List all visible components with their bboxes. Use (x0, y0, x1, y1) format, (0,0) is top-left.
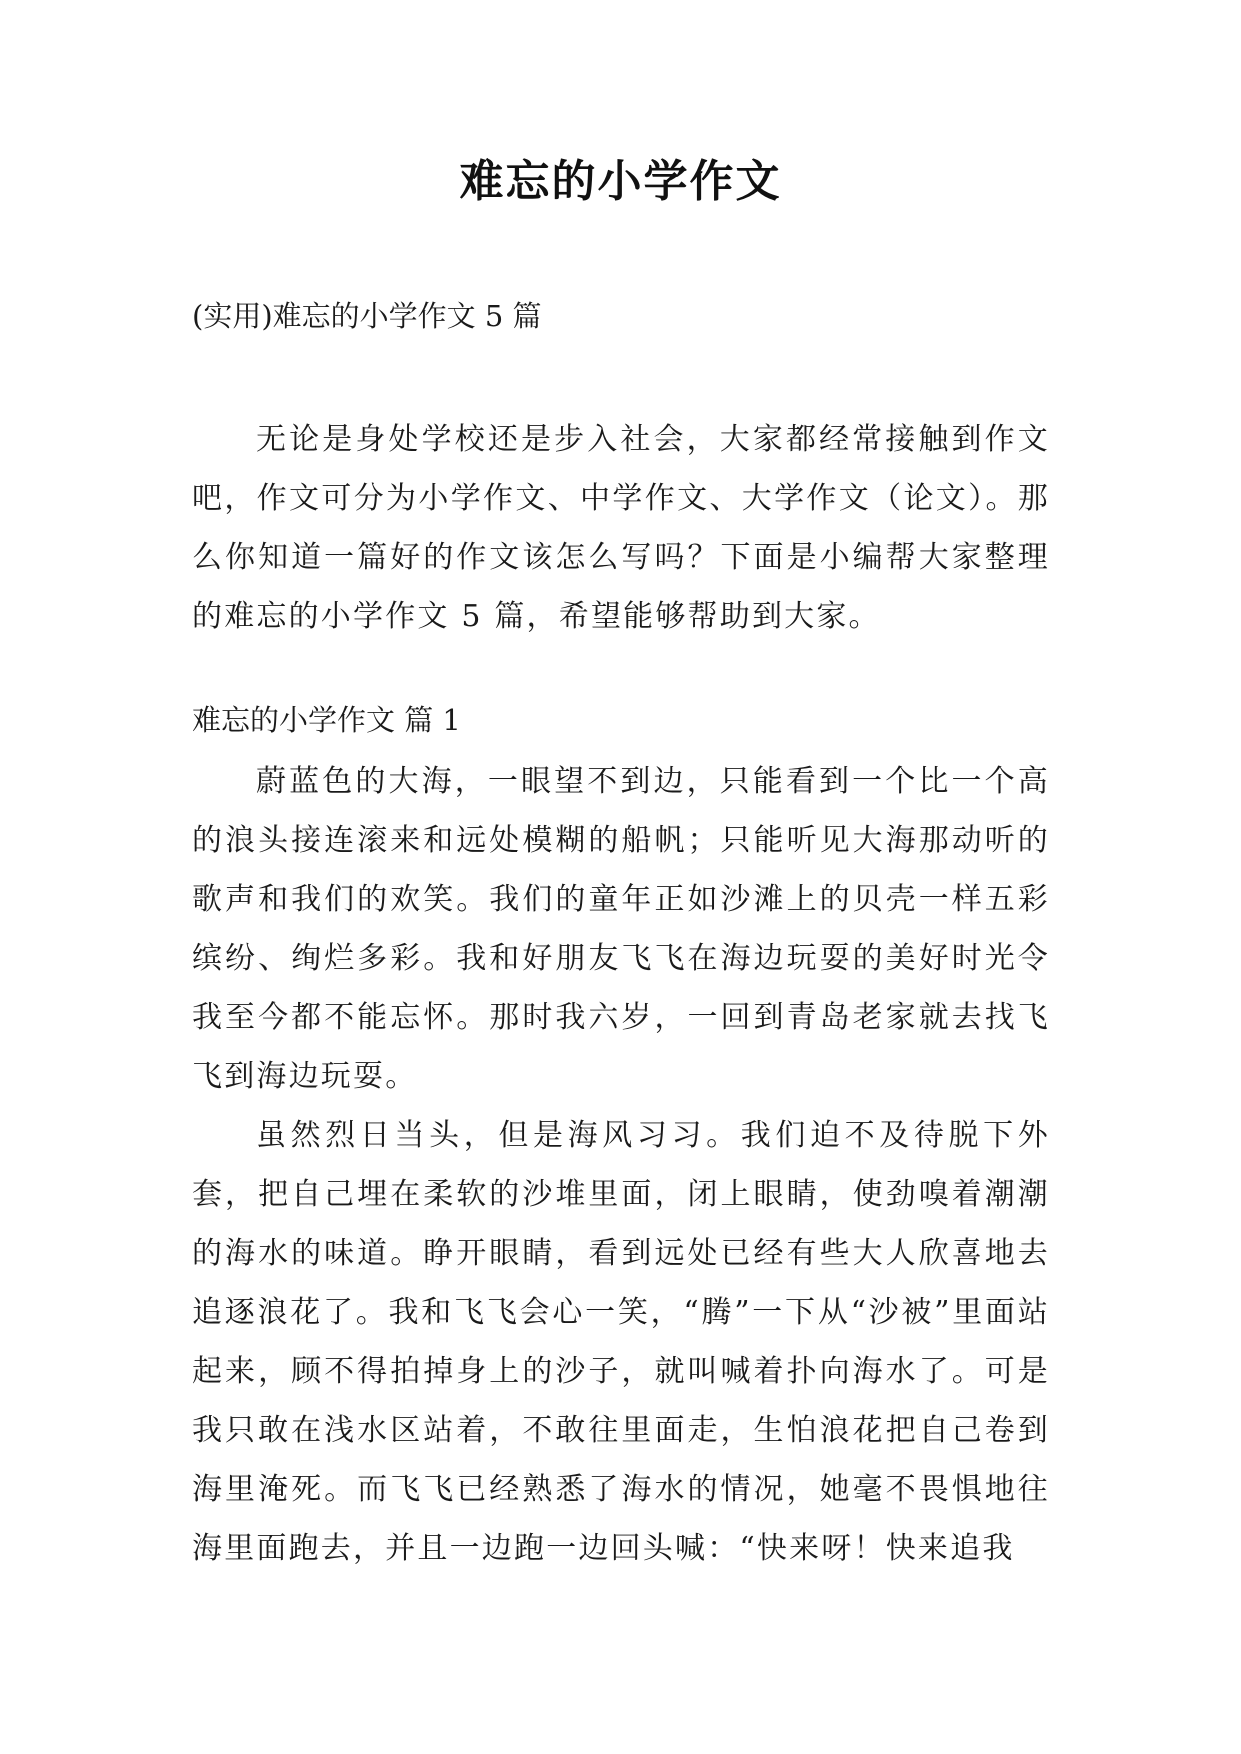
document-subtitle: (实用)难忘的小学作文 5 篇 (192, 299, 542, 333)
body-paragraph: 蔚蓝色的大海，一眼望不到边，只能看到一个比一个高的浪头接连滚来和远处模糊的船帆；只能听见大海那动听的歌声和我们的欢笑。我们的童年正如沙滩上的贝壳一样五彩缤纷、绚烂多彩。我和好朋友飞飞在海边玩耍的美好时光令我至今都不能忘怀。那时我六岁，一回到青岛老家就去找飞飞到海边玩耍。 (192, 764, 1050, 1094)
body-paragraph: 虽然烈日当头，但是海风习习。我们迫不及待脱下外套，把自己埋在柔软的沙堆里面，闭上眼睛，使劲嗅着潮潮的海水的味道。睁开眼睛，看到远处已经有些大人欣喜地去追逐浪花了。我和飞飞会心一笑，“腾”一下从“沙被”里面站起来，顾不得拍掉身上的沙子，就叫喊着扑向海水了。可是我只敢在浅水区站着，不敢往里面走，生怕浪花把自己卷到海里淹死。而飞飞已经熟悉了海水的情况，她毫不畏惧地往海里面跑去，并且一边跑一边回头喊：“快来呀！快来追我 (192, 1118, 1050, 1566)
intro-paragraph: 无论是身处学校还是步入社会，大家都经常接触到作文吧，作文可分为小学作文、中学作文、大学作文（论文）。那么你知道一篇好的作文该怎么写吗？下面是小编帮大家整理的难忘的小学作文 5 篇，希望能够帮助到大家。 (192, 422, 1050, 634)
section-heading: 难忘的小学作文 篇 1 (192, 703, 461, 737)
document-title: 难忘的小学作文 (459, 156, 782, 207)
